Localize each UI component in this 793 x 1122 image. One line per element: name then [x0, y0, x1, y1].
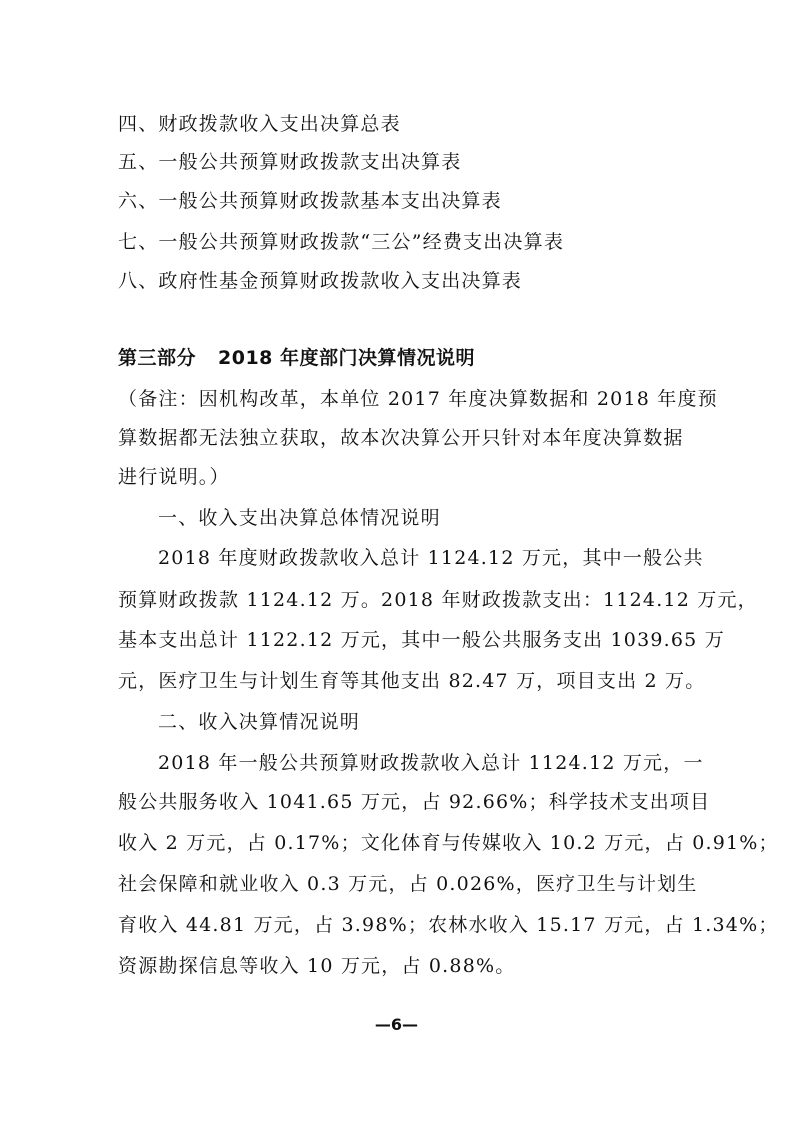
note-line-1: （备注：因机构改革，本单位 2017 年度决算数据和 2018 年度预 — [118, 388, 718, 410]
subsection-1-line-4: 元，医疗卫生与计划生育等其他支出 82.47 万，项目支出 2 万。 — [118, 670, 706, 692]
subsection-2-line-2: 般公共服务收入 1041.65 万元，占 92.66%；科学技术支出项目 — [118, 791, 711, 813]
toc-item-4: 四、财政拨款收入支出决算总表 — [118, 113, 401, 135]
subsection-1-heading: 一、收入支出决算总体情况说明 — [158, 507, 441, 529]
subsection-2-line-3: 收入 2 万元，占 0.17%；文化体育与传媒收入 10.2 万元，占 0.91%； — [118, 832, 779, 854]
subsection-2-line-1: 2018 年一般公共预算财政拨款收入总计 1124.12 万元，一 — [158, 752, 704, 774]
subsection-2-heading: 二、收入决算情况说明 — [158, 711, 361, 733]
toc-item-5: 五、一般公共预算财政拨款支出决算表 — [118, 151, 462, 173]
page-number: —6— — [374, 1015, 419, 1034]
toc-item-8: 八、政府性基金预算财政拨款收入支出决算表 — [118, 270, 523, 292]
subsection-1-line-1: 2018 年度财政拨款收入总计 1124.12 万元，其中一般公共 — [158, 547, 704, 569]
note-line-3: 进行说明。） — [118, 466, 230, 488]
section-heading — [118, 345, 688, 371]
toc-item-6: 六、一般公共预算财政拨款基本支出决算表 — [118, 190, 502, 212]
subsection-2-line-4: 社会保障和就业收入 0.3 万元，占 0.026%，医疗卫生与计划生 — [118, 873, 698, 895]
subsection-1-line-3: 基本支出总计 1122.12 万元，其中一般公共服务支出 1039.65 万 — [118, 629, 725, 651]
section-title: 2018 年度部门决算情况说明 — [218, 347, 476, 369]
subsection-1-line-2: 预算财政拨款 1124.12 万。2018 年财政拨款支出：1124.12 万元， — [118, 589, 758, 611]
toc-item-7: 七、一般公共预算财政拨款“三公”经费支出决算表 — [118, 231, 565, 253]
note-line-2: 算数据都无法独立获取，故本次决算公开只针对本年度决算数据 — [118, 427, 684, 449]
subsection-2-line-5: 育收入 44.81 万元，占 3.98%；农林水收入 15.17 万元，占 1.34%； — [118, 914, 779, 936]
section-part-label: 第三部分 — [118, 347, 197, 369]
subsection-2-line-6: 资源勘探信息等收入 10 万元，占 0.88%。 — [118, 955, 516, 977]
